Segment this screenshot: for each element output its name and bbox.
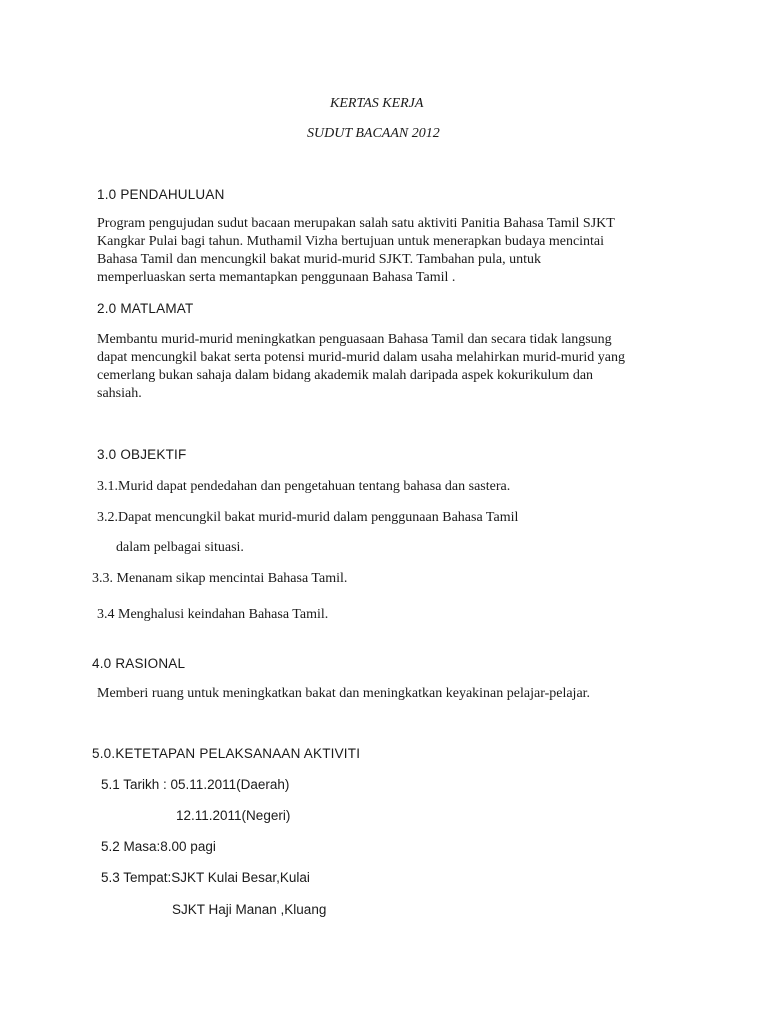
section-heading-ketetapan: 5.0.KETETAPAN PELAKSANAAN AKTIVITI (92, 746, 361, 761)
paragraph-line: cemerlang bukan sahaja dalam bidang akademik malah daripada aspek kokurikulum dan (97, 368, 594, 383)
ketetapan-tarikh-negeri: 12.11.2011(Negeri) (176, 808, 291, 823)
ketetapan-masa: 5.2 Masa:8.00 pagi (101, 839, 216, 854)
document-title: KERTAS KERJA (330, 96, 424, 111)
section-heading-rasional: 4.0 RASIONAL (92, 656, 186, 671)
paragraph-matlamat (97, 331, 677, 403)
ketetapan-tarikh: 5.1 Tarikh : 05.11.2011(Daerah) (101, 777, 290, 792)
paragraph-line: Kangkar Pulai bagi tahun. Muthamil Vizha bertujuan untuk menerapkan budaya mencintai (97, 234, 605, 249)
document-subtitle: SUDUT BACAAN 2012 (307, 126, 440, 141)
paragraph-line: Bahasa Tamil dan mencungkil bakat murid-murid SJKT. Tambahan pula, untuk (97, 252, 542, 267)
section-heading-pendahuluan: 1.0 PENDAHULUAN (97, 187, 225, 202)
paragraph-line: sahsiah. (97, 386, 142, 401)
objektif-item-1: 3.1.Murid dapat pendedahan dan pengetahuan tentang bahasa dan sastera. (97, 479, 511, 494)
ketetapan-tempat: 5.3 Tempat:SJKT Kulai Besar,Kulai (101, 870, 310, 885)
section-heading-matlamat: 2.0 MATLAMAT (97, 301, 194, 316)
paragraph-line: Membantu murid-murid meningkatkan penguasaan Bahasa Tamil dan secara tidak langsung (97, 332, 612, 347)
paragraph-line: dapat mencungkil bakat serta potensi murid-murid dalam usaha melahirkan murid-murid yang (97, 350, 625, 365)
objektif-item-3: 3.3. Menanam sikap mencintai Bahasa Tamil. (92, 571, 348, 586)
objektif-item-4: 3.4 Menghalusi keindahan Bahasa Tamil. (97, 607, 329, 622)
paragraph-pendahuluan (97, 215, 677, 287)
paragraph-line: memperluaskan serta memantapkan penggunaan Bahasa Tamil . (97, 270, 456, 285)
paragraph-rasional: Memberi ruang untuk meningkatkan bakat dan meningkatkan keyakinan pelajar-pelajar. (97, 686, 591, 701)
objektif-item-2-continued: dalam pelbagai situasi. (116, 540, 244, 555)
ketetapan-tempat-kluang: SJKT Haji Manan ,Kluang (172, 902, 327, 917)
objektif-item-2: 3.2.Dapat mencungkil bakat murid-murid dalam penggunaan Bahasa Tamil (97, 510, 519, 525)
paragraph-line: Program pengujudan sudut bacaan merupakan salah satu aktiviti Panitia Bahasa Tamil SJKT (97, 216, 615, 231)
section-heading-objektif: 3.0 OBJEKTIF (97, 447, 187, 462)
